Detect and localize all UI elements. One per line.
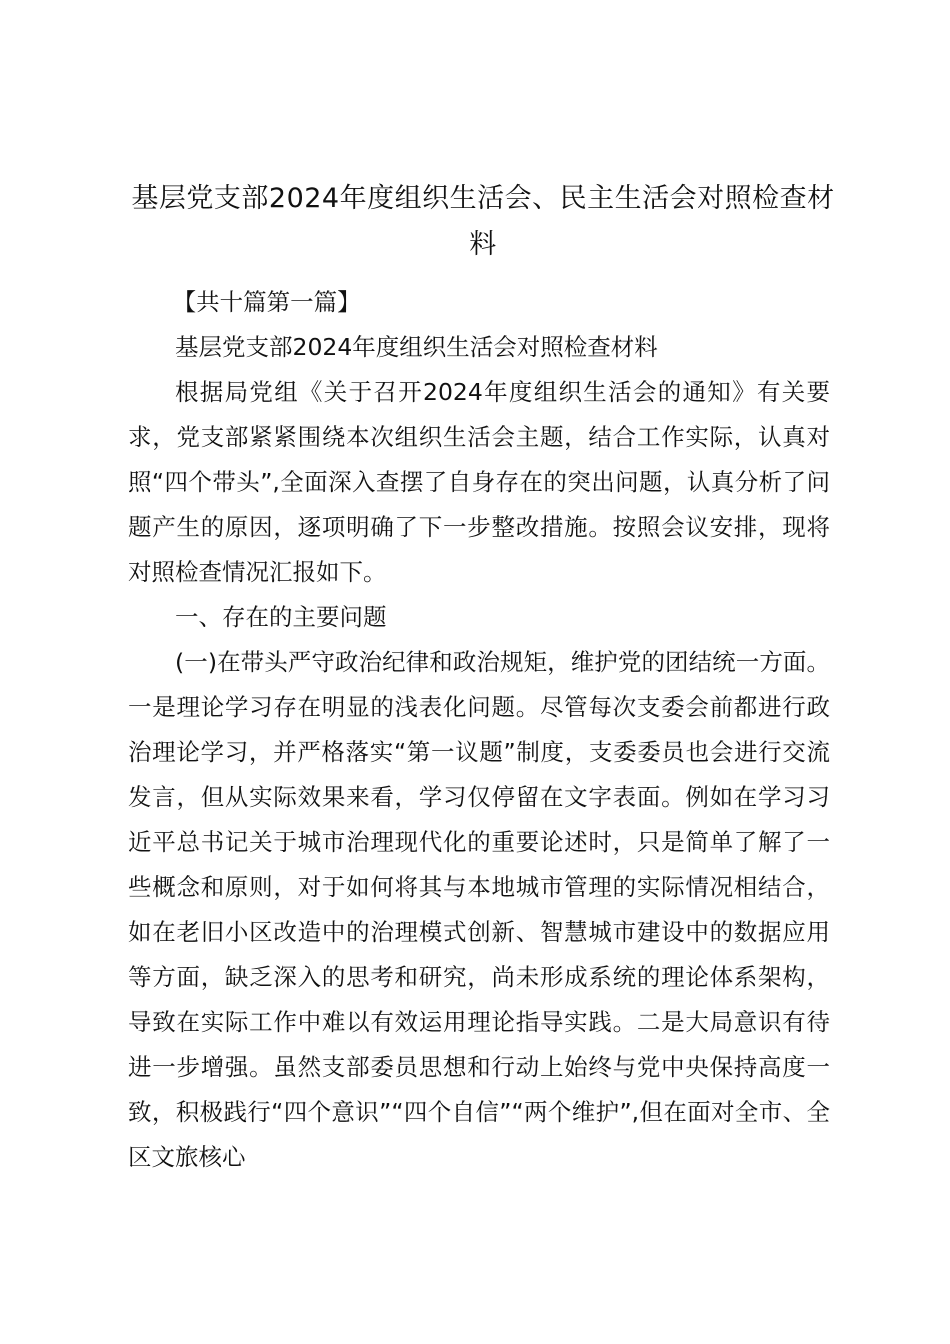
document-subtitle: 基层党支部2024年度组织生活会对照检查材料 bbox=[175, 333, 658, 361]
document-body bbox=[128, 280, 830, 1180]
paragraph-intro: 根据局党组《关于召开2024年度组织生活会的通知》有关要求，党支部紧紧围绕本次组织生活会主题，结合工作实际，认真对照“四个带头”,全面深入查摆了自身存在的突出问题，认真分析了问题产生的原因，逐项明确了下一步整改措施。按照会议安排，现将对照检查情况汇报如下。 bbox=[128, 378, 830, 586]
paragraph-problems: (一)在带头严守政治纪律和政治规矩，维护党的团结统一方面。一是理论学习存在明显的浅表化问题。尽管每次支委会前都进行政治理论学习，并严格落实“第一议题”制度，支委委员也会进行交流发言，但从实际效果来看，学习仅停留在文字表面。例如在学习习近平总书记关于城市治理现代化的重要论述时，只是简单了解了一些概念和原则，对于如何将其与本地城市管理的实际情况相结合，如在老旧小区改造中的治理模式创新、智慧城市建设中的数据应用等方面，缺乏深入的思考和研究，尚未形成系统的理论体系架构，导致在实际工作中难以有效运用理论指导实践。二是大局意识有待进一步增强。虽然支部委员思想和行动上始终与党中央保持高度一致，积极践行“四个意识”“四个自信”“两个维护”,但在面对全市、全区文旅核心 bbox=[128, 648, 830, 1171]
series-note: 【共十篇第一篇】 bbox=[172, 288, 361, 316]
document-title: 基层党支部2024年度组织生活会、民主生活会对照检查材料 bbox=[131, 183, 835, 260]
section-heading: 一、存在的主要问题 bbox=[175, 603, 387, 631]
